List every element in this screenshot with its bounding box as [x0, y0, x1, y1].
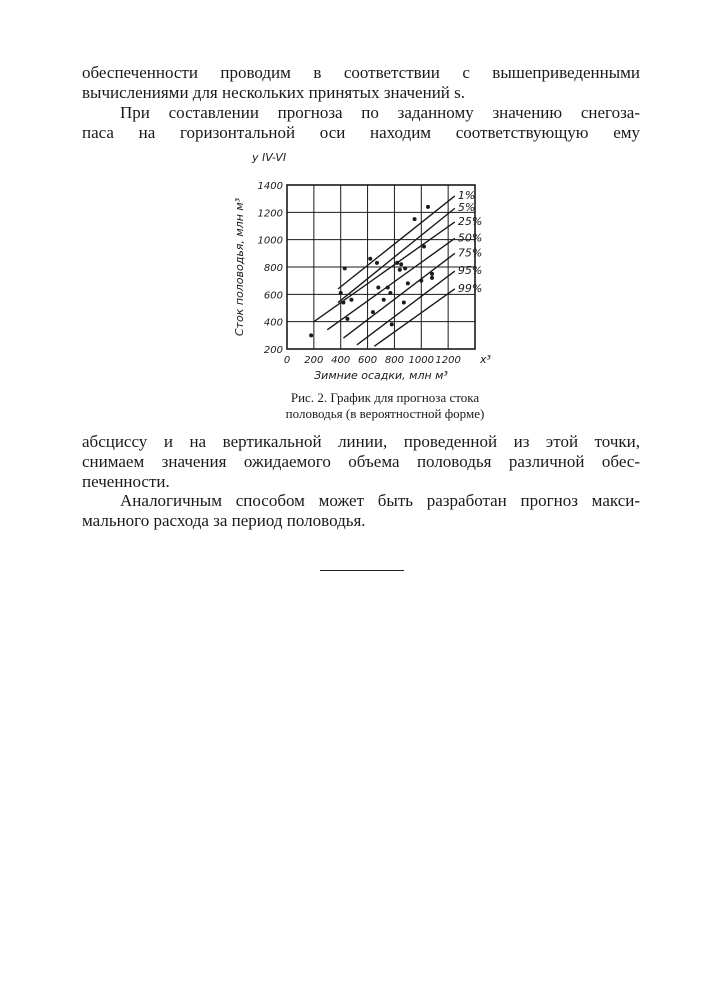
- text-line: абсциссу и на вертикальной линии, проведенной из этой точки,: [82, 432, 640, 451]
- text-line: паса на горизонтальной оси находим соответствующую ему: [82, 123, 640, 142]
- data-point: [426, 205, 430, 209]
- probability-label: 1%: [457, 188, 476, 202]
- data-point: [339, 291, 343, 295]
- caption-line: Рис. 2. График для прогноза стока: [290, 390, 480, 405]
- section-divider: [320, 570, 404, 571]
- chart-svg: [215, 140, 515, 390]
- data-point: [349, 298, 353, 302]
- text-line: вычислениями для нескольких принятых значений s.: [82, 83, 466, 102]
- data-point: [390, 322, 394, 326]
- data-point: [368, 257, 372, 261]
- data-point: [382, 298, 386, 302]
- probability-label: 25%: [457, 214, 483, 228]
- data-point: [403, 266, 407, 270]
- probability-label: 5%: [457, 201, 476, 215]
- paragraph-4: [82, 491, 640, 531]
- text-line: печенности.: [82, 472, 170, 491]
- data-point: [430, 272, 434, 276]
- x-tick-label: 1200: [435, 355, 461, 366]
- data-point: [422, 245, 426, 249]
- x-tick-label: 200: [304, 355, 324, 366]
- y-tick-label: 800: [263, 263, 283, 274]
- paragraph-1: [82, 63, 640, 103]
- text-line: При составлении прогноза по заданному значению снегоза-: [120, 103, 640, 122]
- probability-label: 95%: [457, 264, 483, 278]
- y-tick-label: 600: [263, 290, 283, 302]
- x-tick-label: 400: [331, 355, 351, 366]
- y-axis-symbol: y IV-VI: [252, 151, 287, 164]
- paragraph-3: [82, 432, 640, 492]
- probability-line: [338, 208, 455, 302]
- data-point: [343, 266, 347, 270]
- probability-label: 99%: [457, 281, 483, 295]
- y-axis-title: Сток половодья, млн м³: [233, 197, 246, 337]
- y-tick-label: 1400: [257, 181, 283, 192]
- caption-line: половодья (в вероятностной форме): [285, 406, 485, 421]
- x-tick-label: 600: [358, 355, 378, 366]
- data-point: [398, 268, 402, 272]
- text-line: Аналогичным способом может быть разработан прогноз макси-: [120, 491, 640, 510]
- text-line: снимаем значения ожидаемого объема половодья различной обес-: [82, 452, 640, 471]
- data-point: [406, 281, 410, 285]
- figure-chart: [215, 140, 515, 390]
- data-point: [375, 261, 379, 265]
- data-point: [395, 261, 399, 265]
- y-tick-label: 1200: [257, 208, 283, 220]
- figure-caption: [220, 390, 550, 422]
- probability-line: [327, 238, 455, 330]
- x-axis-symbol: x³: [480, 353, 491, 366]
- text-line: обеспеченности проводим в соответствии с вышеприведенными: [82, 63, 640, 82]
- y-tick-label: 1000: [257, 235, 283, 247]
- probability-line: [343, 253, 454, 338]
- paragraph-2: [82, 103, 640, 143]
- y-tick-label: 400: [263, 317, 283, 329]
- probability-line: [374, 289, 455, 346]
- data-point: [399, 262, 403, 266]
- data-point: [402, 301, 406, 305]
- probability-line: [357, 271, 455, 345]
- x-tick-label: 0: [283, 355, 291, 366]
- x-tick-label: 1000: [408, 355, 435, 366]
- data-point: [309, 333, 313, 337]
- data-point: [388, 291, 392, 295]
- data-point: [345, 317, 349, 321]
- data-point: [413, 217, 417, 221]
- y-tick-label: 200: [263, 345, 283, 356]
- data-point: [430, 276, 434, 280]
- data-point: [419, 279, 423, 283]
- data-point: [341, 301, 345, 305]
- text-line: мального расхода за период половодья.: [82, 511, 366, 530]
- probability-label: 50%: [457, 231, 483, 245]
- data-point: [386, 286, 390, 290]
- probability-line: [338, 196, 455, 289]
- data-point: [371, 310, 375, 314]
- probability-label: 75%: [457, 246, 483, 260]
- x-axis-title: Зимние осадки, млн м³: [314, 369, 448, 382]
- x-tick-label: 800: [384, 355, 404, 366]
- data-point: [376, 286, 380, 290]
